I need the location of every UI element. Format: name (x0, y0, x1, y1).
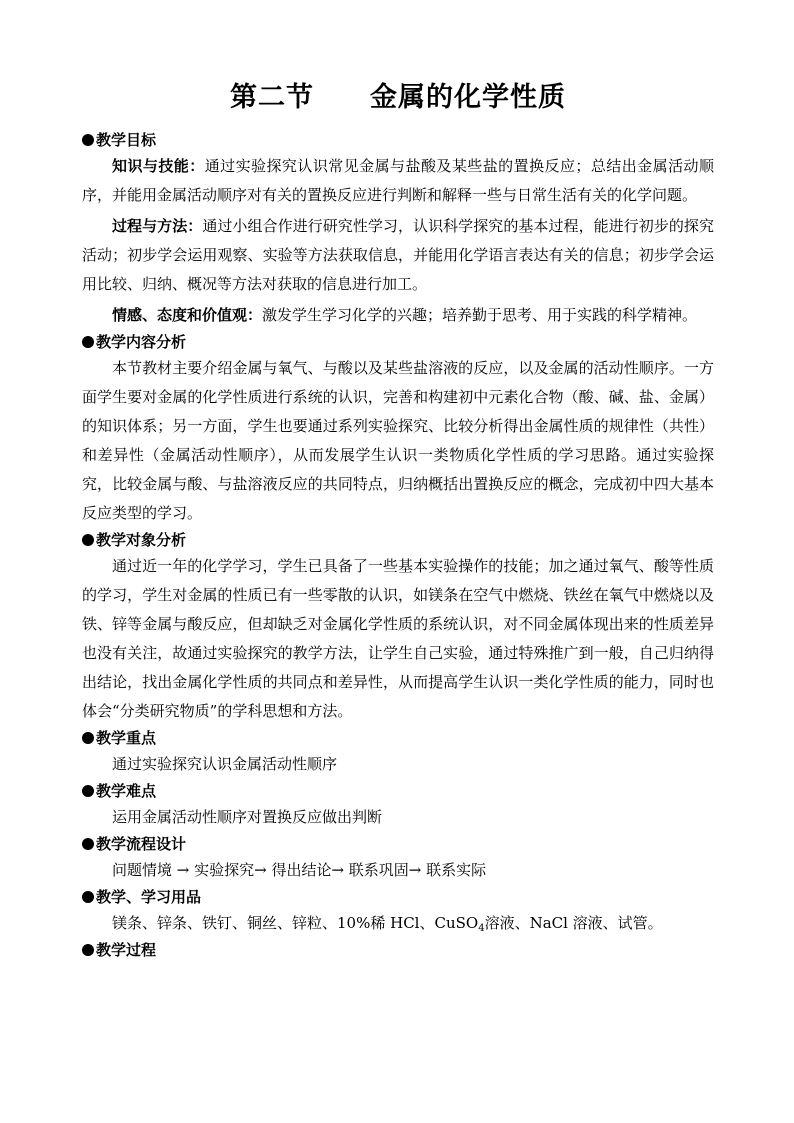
student-analysis-paragraph: 通过近一年的化学学习，学生已具备了一些基本实验操作的技能；加之通过氧气、酸等性质的学习，学生对金属的性质已有一些零散的认识，如镁条在空气中燃烧、铁丝在氧气中燃烧以及铁、锌等金属与酸反应，但却缺乏对金属化学性质的系统认识，对不同金属体现出来的性质差异也没有关注，故通过实验探究的教学方法，让学生自己实验，通过特殊推广到一般，自己归纳得出结论，找出金属化学性质的共同点和差异性，从而提高学生认识一类化学性质的能力，同时也体会“分类研究物质”的学科思想和方法。 (82, 557, 714, 720)
heading-materials: 教学、学习用品 (82, 885, 714, 909)
bullet-icon (82, 732, 94, 744)
bullet-icon (82, 336, 94, 348)
bullet-icon (82, 785, 94, 797)
bullet-icon (82, 534, 94, 546)
heading-student-analysis: 教学对象分析 (82, 528, 714, 552)
bullet-icon (82, 944, 94, 956)
bullet-icon (82, 838, 94, 850)
content-analysis-paragraph: 本节教材主要介绍金属与氧气、与酸以及某些盐溶液的反应，以及金属的活动性顺序。一方面学生要对金属的化学性质进行系统的认识，完善和构建初中元素化合物（酸、碱、盐、金属）的知识体系；另一方面，学生也要通过系列实验探究、比较分析得出金属性质的规律性（共性）和差异性（金属活动性顺序），从而发展学生认识一类物质化学性质的学习思路。通过实验探究，比较金属与酸、与盐溶液反应的共同特点，归纳概括出置换反应的概念，完成初中四大基本反应类型的学习。 (82, 359, 714, 522)
heading-key-point: 教学重点 (82, 726, 714, 750)
difficulty-text: 运用金属活动性顺序对置换反应做出判断 (112, 808, 383, 826)
goal-emotion-paragraph: 情感、态度和价值观：激发学生学习化学的兴趣；培养勤于思考、用于实践的科学精神。 (112, 306, 698, 324)
heading-flow-design: 教学流程设计 (82, 832, 714, 856)
flow-text: 问题情境 → 实验探究→ 得出结论→ 联系巩固→ 联系实际 (112, 861, 487, 879)
key-point-text: 通过实验探究认识金属活动性顺序 (112, 755, 338, 773)
materials-text: 镁条、锌条、铁钉、铜丝、锌粒、10%稀 HCl、CuSO$_4$溶液、NaCl 溶液、试管。 (112, 914, 663, 934)
heading-difficulty: 教学难点 (82, 779, 714, 803)
goal-knowledge-paragraph: 知识与技能：通过实验探究认识常见金属与盐酸及某些盐的置换反应；总结出金属活动顺序，并能用金属活动顺序对有关的置换反应进行判断和解释一些与日常生活有关的化学问题。 (82, 157, 714, 204)
heading-content-analysis: 教学内容分析 (82, 330, 714, 354)
bullet-icon (82, 891, 94, 903)
heading-teaching-process: 教学过程 (82, 938, 714, 962)
bullet-icon (82, 134, 94, 146)
document-page (82, 78, 714, 962)
heading-teaching-goals: 教学目标 (82, 128, 714, 152)
goal-process-paragraph: 过程与方法：通过小组合作进行研究性学习，认识科学探究的基本过程，能进行初步的探究活动；初步学会运用观察、实验等方法获取信息，并能用化学语言表达有关的信息；初步学会运用比较、归纳、概况等方法对获取的信息进行加工。 (82, 217, 714, 293)
page-title: 第二节 金属的化学性质 (230, 82, 566, 113)
